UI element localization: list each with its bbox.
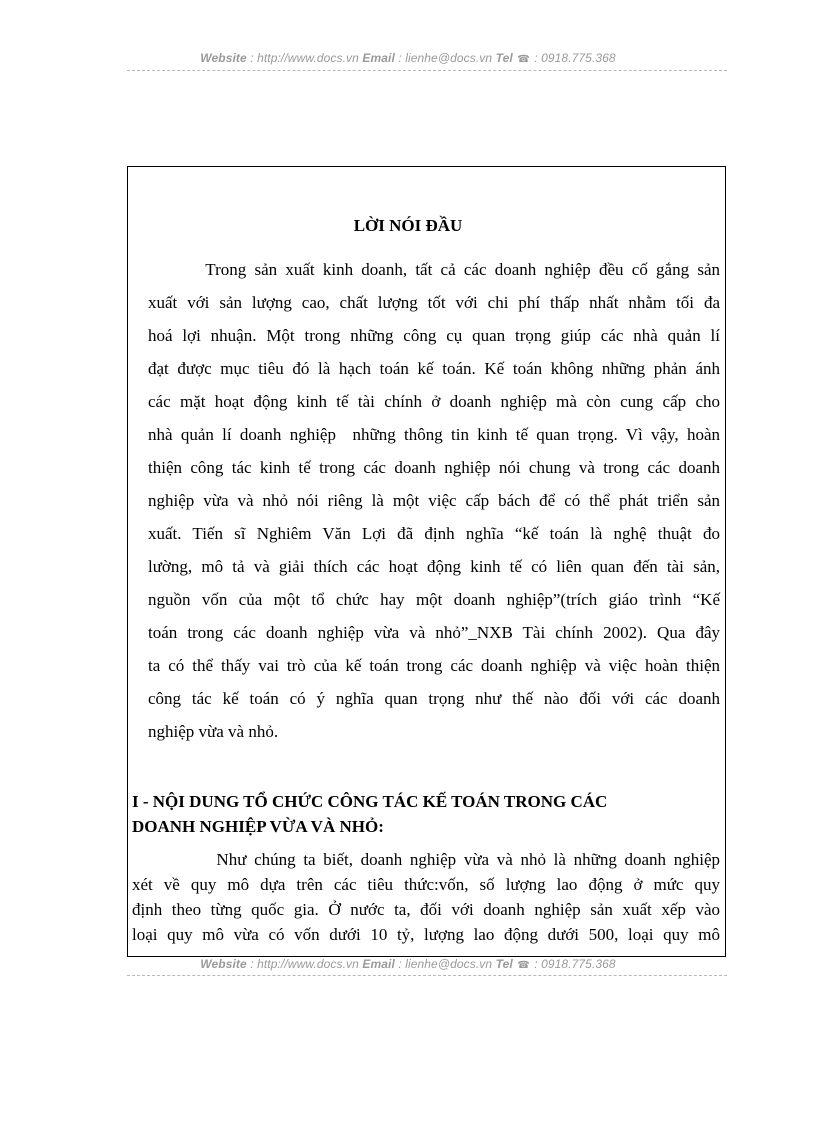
email-label: Email <box>362 51 395 65</box>
intro-line: nghiệp vừa và nhỏ nói riêng là một việc cấp bách để có thể phát triển sản <box>148 491 720 510</box>
intro-line-last: nghiệp vừa và nhỏ. <box>148 722 279 741</box>
page-footer <box>0 957 816 971</box>
phone-number: : 0918.775.368 <box>530 957 616 971</box>
intro-line: đạt được mục tiêu đó là hạch toán kế toán. Kế toán không những phản ánh <box>148 359 720 378</box>
phone-icon: ☎ <box>517 960 530 971</box>
website-label: Website <box>200 957 247 971</box>
intro-line: toán trong các doanh nghiệp vừa và nhỏ”_NXB Tài chính 2002). Qua đây <box>148 623 720 642</box>
section-heading-line: I - NỘI DUNG TỔ CHỨC CÔNG TÁC KẾ TOÁN TRONG CÁC <box>132 792 608 811</box>
page-header <box>0 51 816 65</box>
website-url: : http://www.docs.vn <box>246 957 363 971</box>
website-url: : http://www.docs.vn <box>246 51 363 65</box>
section-line: xét về quy mô dựa trên các tiêu thức:vốn, số lượng lao động ở mức quy <box>132 875 720 894</box>
section-line: định theo từng quốc gia. Ở nước ta, đối với doanh nghiệp sản xuất xếp vào <box>132 900 720 919</box>
section-line: loại quy mô vừa có vốn dưới 10 tỷ, lượng lao động dưới 500, loại quy mô <box>132 925 720 944</box>
header-divider <box>127 70 727 71</box>
tel-label: Tel <box>495 51 513 65</box>
footer-divider <box>127 975 727 976</box>
intro-line: nhà quản lí doanh nghiệp những thông tin kinh tế quan trọng. Vì vậy, hoàn <box>148 425 720 444</box>
email-label: Email <box>362 957 395 971</box>
intro-line: các mặt hoạt động kinh tế tài chính ở doanh nghiệp mà còn cung cấp cho <box>148 392 720 411</box>
section-heading <box>132 789 607 839</box>
intro-line: công tác kế toán có ý nghĩa quan trọng như thế nào đối với các doanh <box>148 689 720 708</box>
intro-line: lường, mô tả và giải thích các hoạt động kinh tế có liên quan đến tài sản, <box>148 557 720 576</box>
section-heading-line: DOANH NGHIỆP VỪA VÀ NHỎ: <box>132 817 384 836</box>
phone-number: : 0918.775.368 <box>530 51 616 65</box>
intro-line: thiện công tác kinh tế trong các doanh nghiệp nói chung và trong các doanh <box>148 458 720 477</box>
email-address: : lienhe@docs.vn <box>394 51 496 65</box>
intro-line: xuất. Tiến sĩ Nghiêm Văn Lợi đã định nghĩa “kế toán là nghệ thuật đo <box>148 524 720 543</box>
intro-line: ta có thể thấy vai trò của kế toán trong các doanh nghiệp và việc hoàn thiện <box>148 656 720 675</box>
tel-label: Tel <box>495 957 513 971</box>
email-address: : lienhe@docs.vn <box>394 957 496 971</box>
intro-line: hoá lợi nhuận. Một trong những công cụ quan trọng giúp các nhà quản lí <box>148 326 720 345</box>
intro-line: nguồn vốn của một tổ chức hay một doanh nghiệp”(trích giáo trình “Kế <box>148 590 720 609</box>
website-label: Website <box>200 51 247 65</box>
section-line: Như chúng ta biết, doanh nghiệp vừa và nhỏ là những doanh nghiệp <box>132 850 720 869</box>
document-title: LỜI NÓI ĐẦU <box>353 216 463 235</box>
phone-icon: ☎ <box>517 54 530 65</box>
intro-line: Trong sản xuất kinh doanh, tất cả các doanh nghiệp đều cố gắng sản <box>148 260 720 279</box>
intro-line: xuất với sản lượng cao, chất lượng tốt với chi phí thấp nhất nhằm tối đa <box>148 293 720 312</box>
